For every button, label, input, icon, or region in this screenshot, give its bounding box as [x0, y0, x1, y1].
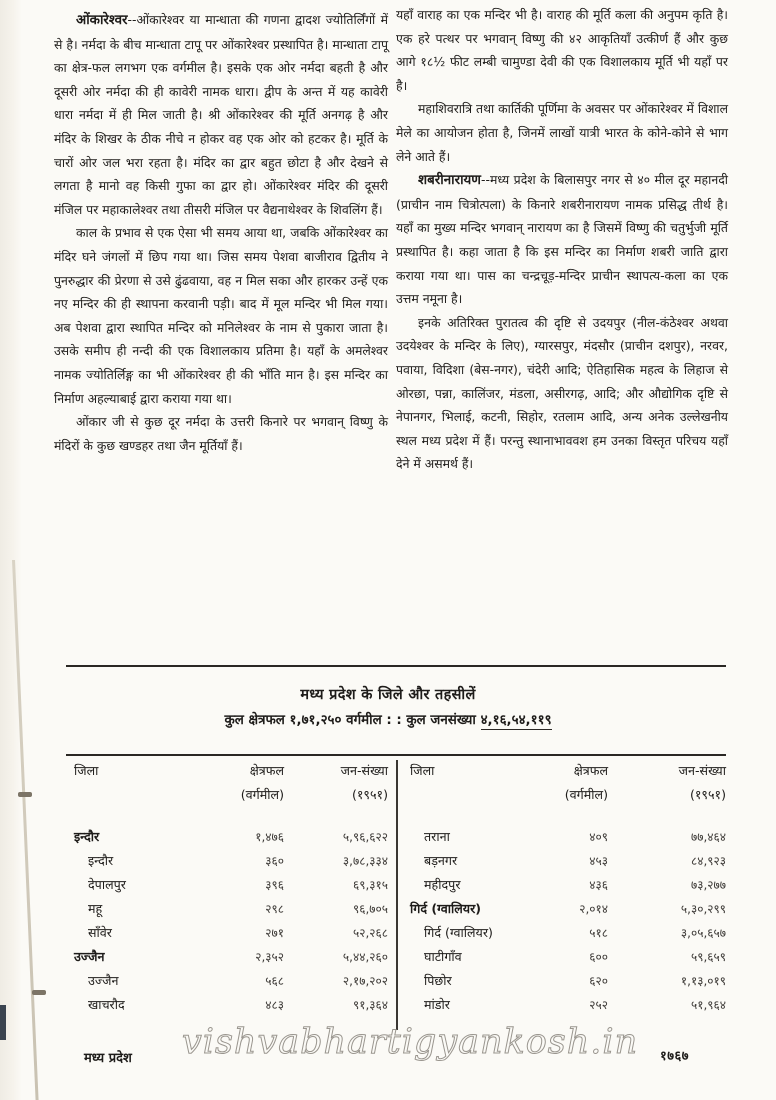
- row-population: ३,०५,६५७: [680, 926, 726, 940]
- subtitle-text: कुल क्षेत्रफल १,७१,२५० वर्गमील : : कुल जनसंख्या: [224, 713, 481, 728]
- row-name: इन्दौर: [88, 853, 114, 868]
- row-population: ३,७८,३३४: [342, 854, 388, 868]
- row-population: ५,९६,६२२: [342, 830, 388, 844]
- paragraph-temple-history: काल के प्रभाव से एक ऐसा भी समय आया था, जबकि ओंकारेश्वर का मंदिर घने जंगलों में छिप गया था। जिस समय पेशवा बाजीराव द्वितीय ने पुनरुद्धार की प्रेरणा से उसे ढुंढवाया, वह न मिल सका और हारकर उन्हें एक नए मन्दिर की ही स्थापना करवानी पड़ी। बाद में मूल मन्दिर भी मिल गया। अब पेशवा द्वारा स्थापित मन्दिर को मनिलेश्वर के नाम से पुकारा जाता है। उसके समीप ही नन्दी की एक विशालकाय प्रतिमा है। यहाँ के अमलेश्वर नामक ज्योतिर्लिङ्ग का भी ओंकारेश्वर ही की भाँति मान है। इस मन्दिर का निर्माण अहल्याबाई द्वारा कराया गया था।: [54, 225, 388, 406]
- total-population: ४,१६,५४,११९: [480, 713, 552, 728]
- table-header-row: [408, 762, 728, 786]
- row-population: ८४,९२३: [690, 854, 726, 868]
- table-row: [74, 900, 392, 924]
- header-population: जन-संख्या: [340, 763, 388, 778]
- entry-heading: शबरीनारायण: [418, 173, 481, 189]
- row-name: गिर्द (ग्वालियर): [410, 901, 481, 916]
- paragraph-shabarinarayan: [396, 168, 728, 311]
- row-population: ५१,९६४: [690, 998, 726, 1012]
- header-area: क्षेत्रफल: [573, 763, 608, 778]
- table-row: [408, 972, 728, 996]
- row-name: महीदपुर: [424, 877, 461, 892]
- district-table-right: [408, 762, 728, 1020]
- row-area: २७१: [265, 926, 284, 940]
- row-name: उज्जैन: [74, 949, 105, 964]
- row-population: ९६,७०५: [352, 902, 388, 916]
- row-area: ४३६: [589, 878, 608, 892]
- row-population: ५,४४,२६०: [342, 950, 388, 964]
- paragraph-other-sites: इनके अतिरिक्त पुरातत्व की दृष्टि से उदयपुर (नील-कंठेश्वर अथवा उदयेश्वर के मन्दिर के लिए), ग्यारसपुर, मंदसौर (प्राचीन दशपुर), नरवर, पवाया, विदिशा (बेस-नगर), चंदेरी आदि; ऐतिहासिक महत्व के लिहाज से ओरछा, पन्ना, कालिंजर, मंडला, असीरगढ़, आदि; और औद्योगिक दृष्टि से नेपानगर, भिलाई, कटनी, सिहोर, रतलाम आदि, अन्य अनेक उल्लेखनीय स्थल मध्य प्रदेश में हैं। परन्तु स्थानाभाववश हम उनका विस्तृत परिचय यहाँ देने में असमर्थ हैं।: [396, 314, 728, 472]
- table-row: [408, 900, 728, 924]
- row-area: ४५३: [589, 854, 608, 868]
- table-top-rule: [66, 754, 726, 756]
- table-body: [408, 828, 728, 1020]
- running-head: मध्य प्रदेश: [84, 1051, 132, 1066]
- row-name: बड़नगर: [424, 853, 458, 868]
- row-area: ४०९: [589, 830, 608, 844]
- right-text-column: [396, 3, 728, 476]
- section-divider: [66, 665, 726, 667]
- row-area: २५२: [589, 998, 608, 1012]
- row-population: २,१७,२०२: [342, 974, 388, 988]
- row-area: ५१८: [589, 926, 608, 940]
- row-population: ९१,३६४: [352, 998, 388, 1012]
- row-population: ६९,३१५: [352, 878, 388, 892]
- entry-heading: ओंकारेश्वर: [76, 13, 128, 28]
- table-row: [408, 852, 728, 876]
- table-row: [74, 924, 392, 948]
- row-population: ५९,६५९: [690, 950, 726, 964]
- paragraph-fair: महाशिवरात्रि तथा कार्तिकी पूर्णिमा के अवसर पर ओंकारेश्वर में विशाल मेले का आयोजन होता है, जिनमें लाखों यात्री भारत के कोने-कोने से भाग लेने आते हैं।: [396, 101, 728, 164]
- table-column-divider: [396, 760, 398, 1030]
- binder-tab: [0, 1005, 6, 1040]
- paragraph-text: --मध्य प्रदेश के बिलासपुर नगर से ४० मील दूर महानदी (प्राचीन नाम चित्रोत्पला) के किनारे शबरीनारायण नामक प्रसिद्ध तीर्थ है। यहाँ का मुख्य मन्दिर भगवान् नारायण का है जिसमें विष्णु की चतुर्भुजी मूर्ति प्रस्थापित है। कहा जाता है कि इस मन्दिर का निर्माण शबरी जाति द्वारा कराया गया था। पास का चन्द्रचूड़-मन्दिर प्राचीन स्थापत्य-कला का एक उत्तम नमूना है।: [396, 172, 728, 307]
- table-row: [74, 948, 392, 972]
- row-name: महू: [88, 901, 103, 916]
- row-name: देपालपुर: [88, 877, 126, 892]
- row-population: ७३,२७७: [690, 878, 726, 892]
- table-subtitle: [0, 710, 776, 728]
- row-name: पिछोर: [424, 973, 452, 988]
- row-area: २९८: [265, 902, 284, 916]
- paragraph-omkareshwar: [54, 8, 388, 221]
- row-population: ५,३०,२९९: [680, 902, 726, 916]
- row-population: १,१३,०१९: [680, 974, 726, 988]
- row-name: साँवेर: [88, 925, 112, 940]
- table-row: [74, 996, 392, 1020]
- page-binding-edge: [0, 0, 22, 1100]
- row-name: इन्दौर: [74, 829, 100, 844]
- table-row: [408, 948, 728, 972]
- row-area: ४८३: [265, 998, 284, 1012]
- row-area: ५६८: [265, 974, 284, 988]
- row-area: २,०१४: [579, 902, 608, 916]
- row-name: खाचरौद: [88, 997, 125, 1012]
- header-area-unit: (वर्गमील): [564, 787, 608, 802]
- row-name: उज्जैन: [88, 973, 119, 988]
- row-name: घाटीगाँव: [424, 949, 462, 964]
- left-text-column: [54, 8, 388, 457]
- table-body: [74, 828, 392, 1020]
- row-area: २,३५२: [255, 950, 284, 964]
- table-row: [408, 828, 728, 852]
- district-table-left: [74, 762, 392, 1020]
- table-row: [408, 996, 728, 1020]
- row-name: मांडोर: [424, 997, 450, 1012]
- table-header-row: [74, 762, 392, 786]
- row-area: ६००: [589, 950, 608, 964]
- staple-mark: [32, 990, 46, 995]
- table-row: [74, 876, 392, 900]
- page-number: १७६७: [660, 1049, 690, 1064]
- row-name: तराना: [424, 829, 450, 844]
- row-population: ७७,४६४: [690, 830, 726, 844]
- watermark: vishvabhartigyankosh.in: [182, 1022, 639, 1062]
- row-area: १,४७६: [255, 830, 284, 844]
- header-population-year: (१९५१): [689, 787, 726, 802]
- paragraph-text: --ओंकारेश्वर या मान्धाता की गणना द्वादश ज्योतिर्लिंगों में से है। नर्मदा के बीच मान्धाता टापू पर ओंकारेश्वर प्रस्थापित है। मान्धाता टापू का क्षेत्र-फल लगभग एक वर्गमील है। इसके एक ओर नर्मदा बहती है और दूसरी ओर नर्मदा की ही कावेरी नामक धारा। द्वीप के अन्त में यह कावेरी धारा नर्मदा में ही मिल जाती है। श्री ओंकारेश्वर की मूर्ति अनगढ़ है और मंदिर के शिखर के ठीक नीचे न होकर वह एक ओर को हटकर है। मूर्ति के चारों ओर जल भरा रहता है। मंदिर का द्वार बहुत छोटा है और देखने से लगता है मानो वह किसी गुफा का द्वार हो। ओंकारेश्वर मंदिर की दूसरी मंजिल पर महाकालेश्वर तथा तीसरी मंजिल पर वैद्यनाथेश्वर के शिवलिंग हैं।: [54, 12, 388, 217]
- header-area: क्षेत्रफल: [249, 763, 284, 778]
- header-area-unit: (वर्गमील): [240, 787, 284, 802]
- header-district: जिला: [74, 763, 99, 778]
- row-name: गिर्द (ग्वालियर): [424, 925, 493, 940]
- table-row: [74, 852, 392, 876]
- table-row: [74, 972, 392, 996]
- table-row: [408, 876, 728, 900]
- row-population: ५२,२६८: [352, 926, 388, 940]
- header-population: जन-संख्या: [678, 763, 726, 778]
- staple-mark: [18, 792, 32, 797]
- table-header-row-units: [74, 786, 392, 810]
- table-row: [408, 924, 728, 948]
- header-population-year: (१९५१): [351, 787, 388, 802]
- row-area: ३९६: [265, 878, 284, 892]
- header-district: जिला: [410, 763, 435, 778]
- table-header-row-units: [408, 786, 728, 810]
- paragraph-vishnu-ruins: ओंकार जी से कुछ दूर नर्मदा के उत्तरी किनारे पर भगवान् विष्णु के मंदिरों के कुछ खण्डहर तथा जैन मूर्तियाँ हैं।: [54, 414, 388, 453]
- table-row: [74, 828, 392, 852]
- row-area: ६२०: [589, 974, 608, 988]
- paragraph-varaha: यहाँ वाराह का एक मन्दिर भी है। वाराह की मूर्ति कला की अनुपम कृति है। एक हरे पत्थर पर भगवान् विष्णु की ४२ आकृतियाँ उत्कीर्ण हैं और कुछ आगे १८½ फीट लम्बी चामुण्डा देवी की एक विशालकाय मूर्ति भी यहाँ पर है।: [396, 7, 728, 93]
- row-area: ३६०: [265, 854, 284, 868]
- table-title: मध्य प्रदेश के जिले और तहसीलें: [300, 687, 476, 703]
